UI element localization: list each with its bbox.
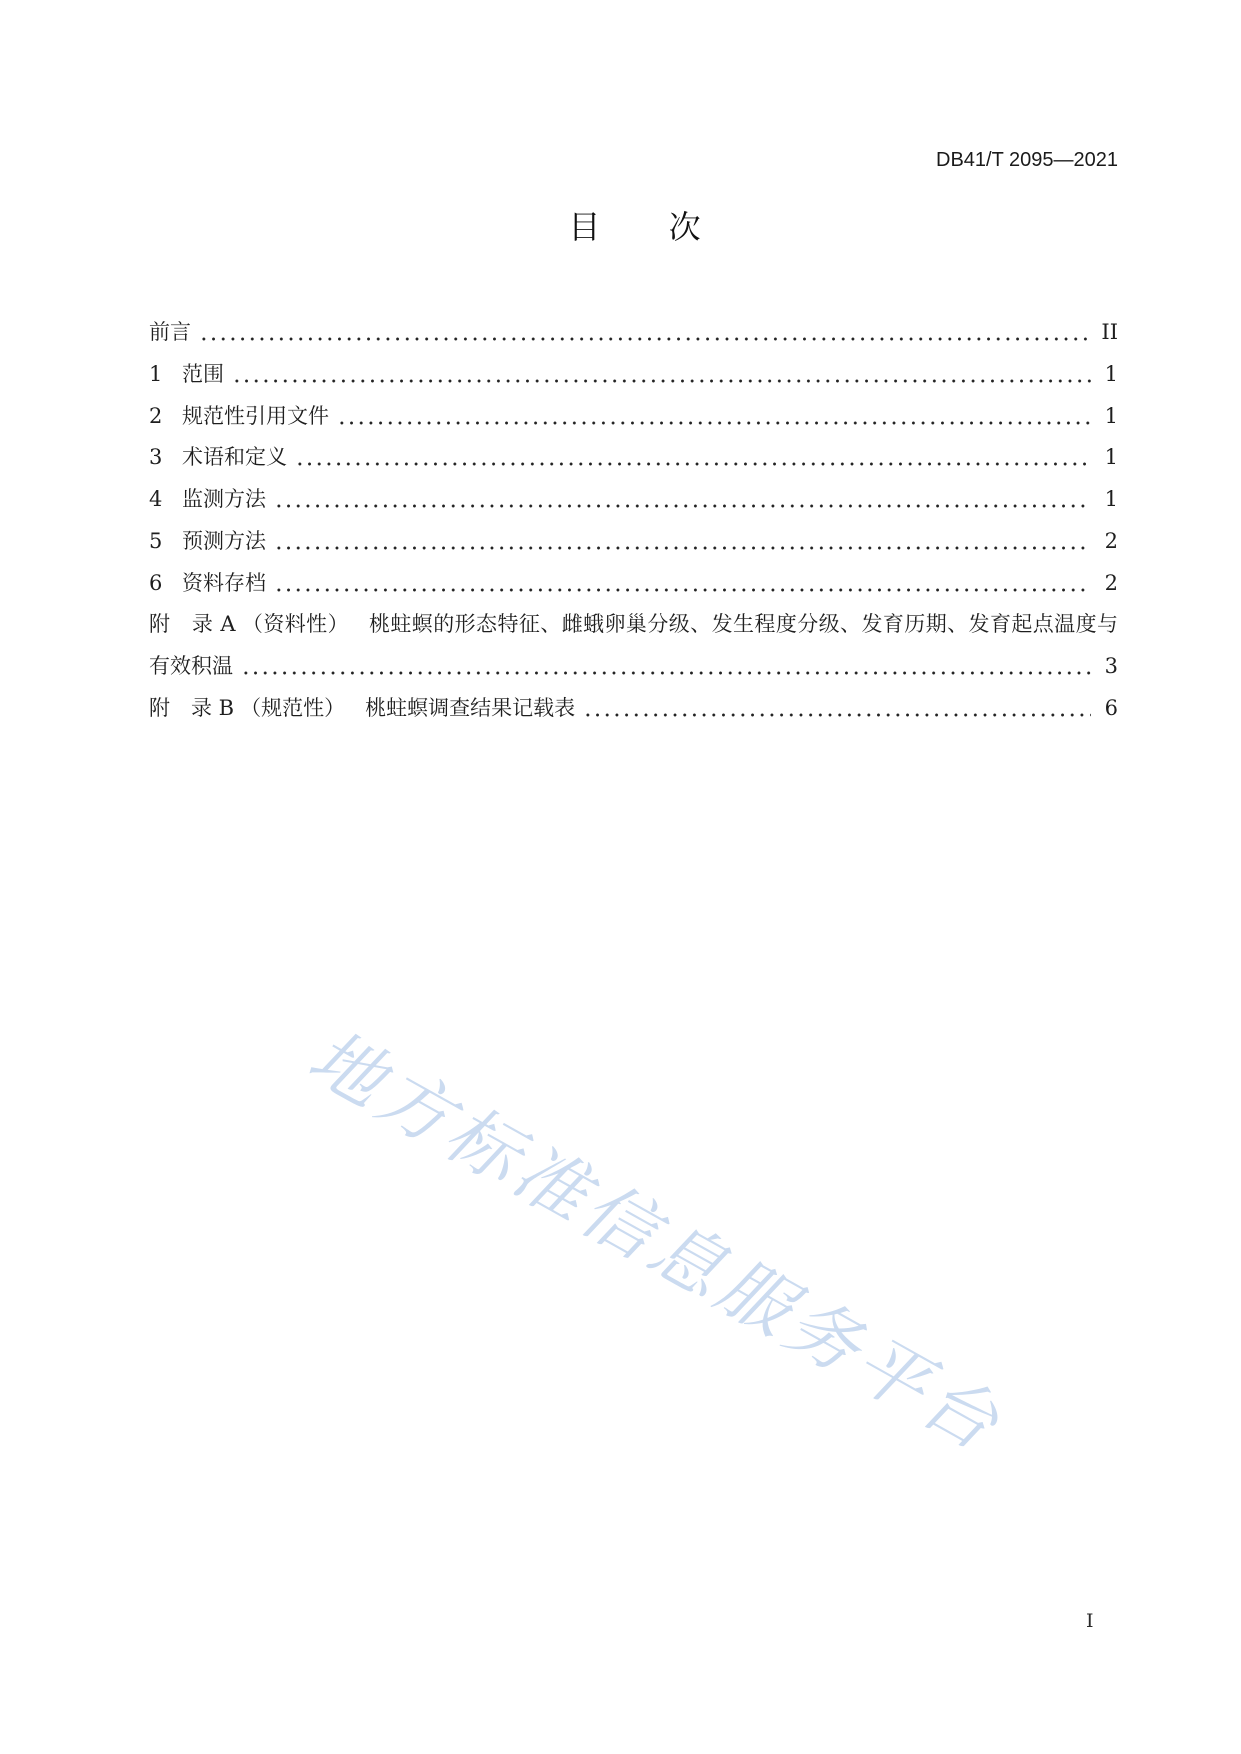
toc-page-number: 1 xyxy=(1104,445,1118,470)
toc-page-number: 3 xyxy=(1104,654,1118,678)
page-number: I xyxy=(1086,1610,1094,1632)
toc-entry-appendix-a-continued xyxy=(149,646,1118,688)
appendix-label: 附 录 B xyxy=(149,695,235,720)
toc-entry-number: 6 xyxy=(149,570,163,595)
toc-entry-normative-references xyxy=(149,396,1118,438)
toc-list xyxy=(149,312,1118,730)
toc-leader xyxy=(274,563,1091,605)
toc-entry-terms xyxy=(149,437,1118,479)
toc-title: 目 次 xyxy=(568,208,701,246)
appendix-title: 桃蛀螟的形态特征、雌蛾卵巢分级、发生程度分级、发育历期、发育起点温度与 xyxy=(368,612,1118,637)
toc-leader xyxy=(274,521,1091,563)
toc-entry-monitoring-methods xyxy=(149,479,1118,521)
appendix-category: （资料性） xyxy=(241,612,349,637)
toc-entry-scope xyxy=(149,354,1118,396)
toc-entry-appendix-b xyxy=(149,688,1118,730)
toc-leader xyxy=(583,688,1091,730)
toc-entry-foreword xyxy=(149,312,1118,354)
toc-entry-number: 3 xyxy=(149,445,163,470)
toc-page-number: 2 xyxy=(1104,528,1118,553)
toc-entry-number: 4 xyxy=(149,487,163,511)
toc-entry-number: 1 xyxy=(149,361,163,386)
appendix-title: 桃蛀螟调查结果记载表 xyxy=(365,695,576,720)
toc-entry-title: 范围 xyxy=(182,361,224,386)
toc-entry-title: 资料存档 xyxy=(182,570,266,595)
toc-entry-number: 5 xyxy=(149,528,163,553)
appendix-label: 附 录 A xyxy=(149,612,236,637)
toc-page-number: 1 xyxy=(1104,403,1118,428)
toc-leader xyxy=(241,646,1091,688)
toc-entry-number: 2 xyxy=(149,403,163,428)
toc-page-number: 2 xyxy=(1104,570,1118,595)
toc-page-number: 1 xyxy=(1104,361,1118,386)
toc-entry-title: 预测方法 xyxy=(182,528,266,553)
toc-leader xyxy=(199,312,1087,354)
toc-entry-appendix-a xyxy=(149,604,1118,646)
toc-page-number: II xyxy=(1101,320,1118,344)
watermark: 地方标准信息服务平台 xyxy=(295,1013,1017,1469)
toc-leader xyxy=(274,479,1091,521)
toc-leader xyxy=(232,354,1091,396)
toc-entry-title: 前言 xyxy=(149,320,191,344)
toc-entry-archiving xyxy=(149,563,1118,605)
toc-entry-title: 规范性引用文件 xyxy=(182,403,329,428)
toc-leader xyxy=(337,396,1091,438)
appendix-title-continued: 有效积温 xyxy=(149,654,233,678)
standard-code: DB41/T 2095—2021 xyxy=(936,149,1118,171)
toc-leader xyxy=(295,437,1091,479)
toc-entry-title: 术语和定义 xyxy=(182,445,287,470)
appendix-category: （规范性） xyxy=(240,695,346,720)
toc-entry-title: 监测方法 xyxy=(182,487,266,511)
toc-page-number: 1 xyxy=(1104,487,1118,511)
toc-page-number: 6 xyxy=(1104,695,1118,720)
toc-entry-forecast-methods xyxy=(149,521,1118,563)
